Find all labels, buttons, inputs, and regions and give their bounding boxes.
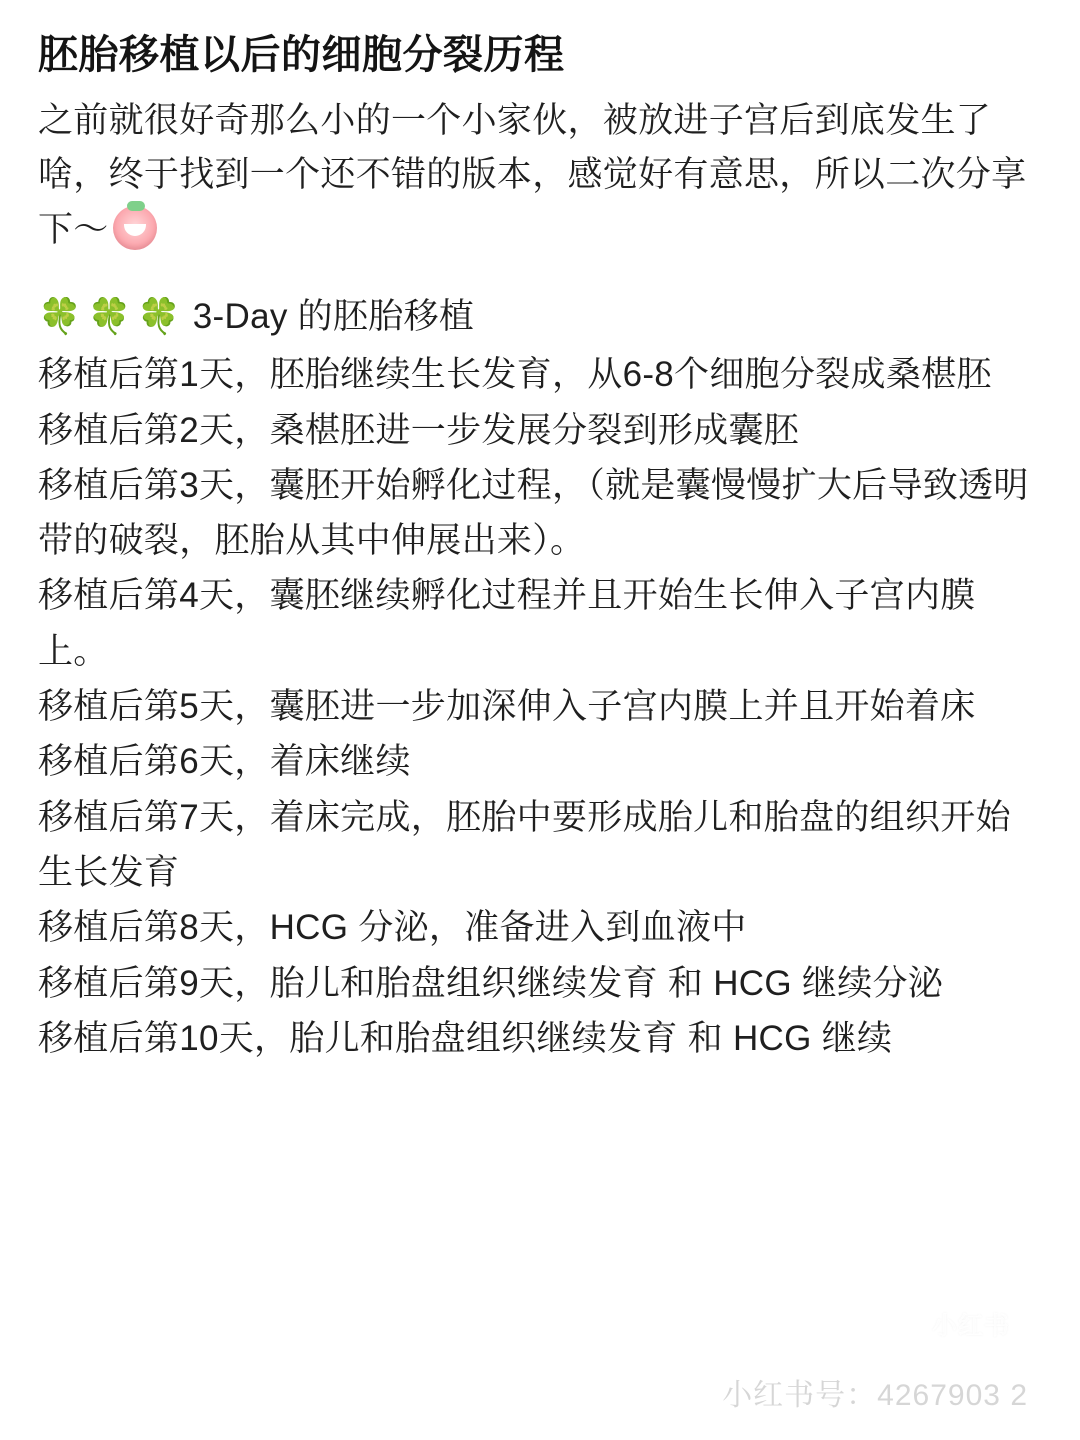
day-line: 移植后第5天，囊胚进一步加深伸入子宫内膜上并且开始着床 [38,687,976,727]
spacer [38,257,1042,291]
day-line: 移植后第10天，胎儿和胎盘组织继续发育 和 HCG 继续 [38,1018,893,1058]
day-line: 移植后第8天，HCG 分泌，准备进入到血液中 [38,908,747,948]
day-line: 移植后第7天，着床完成，胚胎中要形成胎儿和胎盘的组织开始生长发育 [38,797,1011,892]
day-line: 移植后第9天，胎儿和胎盘组织继续发育 和 HCG 继续分泌 [38,963,944,1003]
day-line: 移植后第4天，囊胚继续孵化过程并且开始生长伸入子宫内膜上。 [38,576,976,671]
day-line: 移植后第2天，桑椹胚进一步发展分裂到形成囊胚 [38,410,800,450]
intro-paragraph [38,94,1042,257]
watermark-id-text: 小红书号：4267903 2 [722,1379,1028,1412]
intro-text: 之前就很好奇那么小的一个小家伙，被放进子宫后到底发生了啥，终于找到一个还不错的版本，感觉好有意思，所以二次分享下～ [38,101,1027,249]
day-line: 移植后第3天，囊胚开始孵化过程，（就是囊慢慢扩大后导致透明带的破裂，胚胎从其中伸展出来）。 [38,465,1029,561]
four-leaf-clover-icon: 🍀🍀🍀 [38,296,187,336]
day-line: 移植后第6天，着床继续 [38,742,411,782]
section-heading [38,291,1042,344]
section-heading-label: 3-Day 的胚胎移植 [192,296,475,336]
xiaohongshu-watermark-logo: 小红书 [920,1295,1022,1353]
page-title: 胚胎移植以后的细胞分裂历程 [38,33,565,77]
day-line: 移植后第1天，胚胎继续生长发育，从6-8个细胞分裂成桑椹胚 [38,355,992,395]
sick-face-emoji [113,206,157,250]
